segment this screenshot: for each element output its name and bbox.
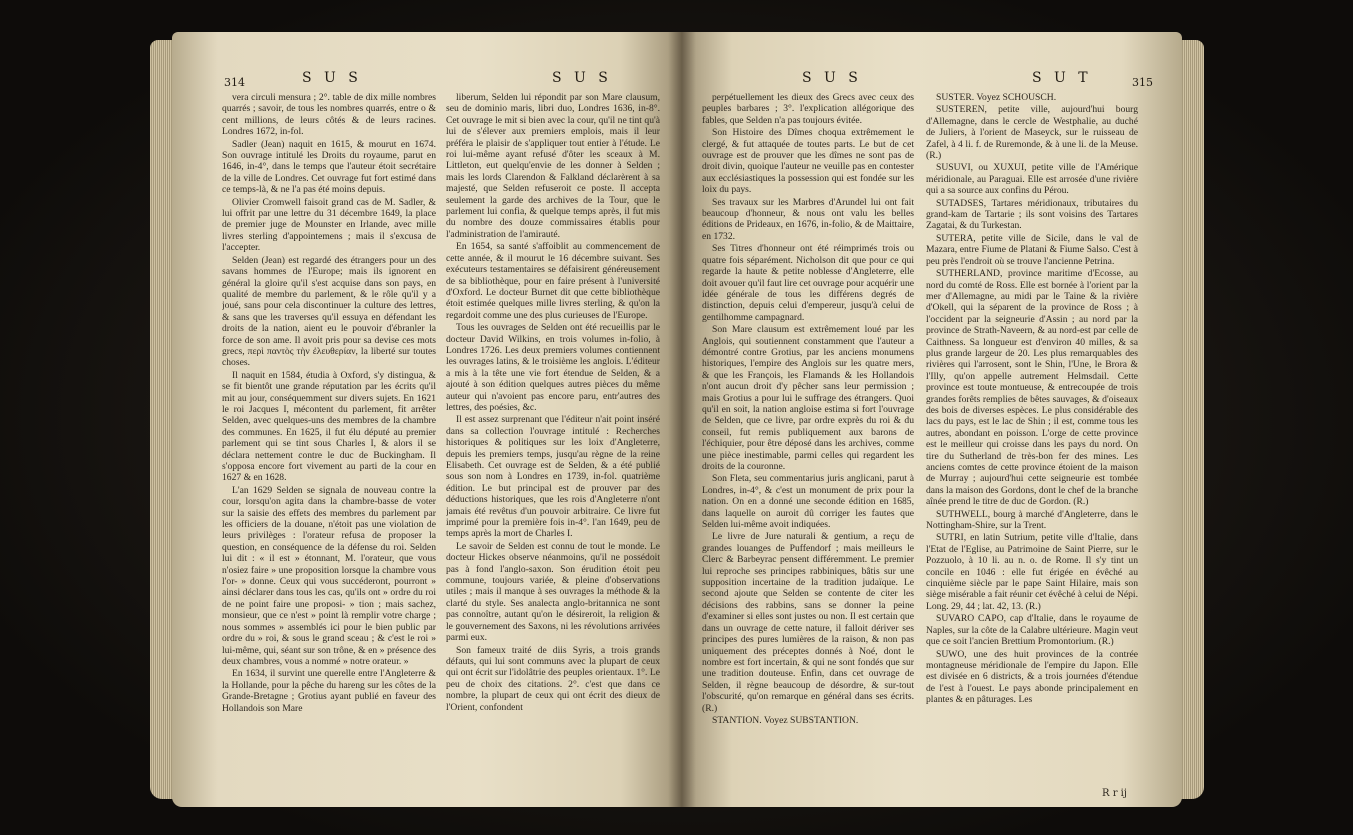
paragraph: Le savoir de Selden est connu de tout le monde. Le docteur Hickes observe néanmoins, qu'il ne possédoit pas à fond l'anglo-saxon. Son érudition étoit peu commune, toujours variée, & pleine d'observations utiles ; mais il manque à ses ouvrages la méthode & la clarté du style. Ses analecta anglo-britannica ne sont pas connoître, autant qu'on le désireroit, la religion & le gouvernement des Saxons, ni les révolutions arrivées parmi eux.: [446, 540, 660, 644]
paragraph: Son Histoire des Dîmes choqua extrêmement le clergé, & fut attaquée de toutes parts. Le but de cet ouvrage est de prouver que les dîmes ne sont pas de droit divin, quoique l'auteur ne veuille pas en contester aux ecclésiastiques la possession qui est fondée sur les loix du pays.: [702, 127, 914, 196]
left-page-edges: [150, 40, 174, 799]
paragraph: Il naquit en 1584, étudia à Oxford, s'y distingua, & se fit bientôt une grande réputation par les écrits qu'il mit au jour, conséquemment sur divers sujets. En 1621 le roi Jacques I, mécontent du parlement, fit arrêter Selden, avec quelques-uns des membres de la chambre des communes. En 1625, il fut élu député au premier parlement qui se tint sous Charles I, & alors il se déclara nettement contre le duc de Buckingham. Il s'opposa encore fort vivement au parti de la cour en 1627 & en 1628.: [222, 369, 436, 484]
running-head-right-1: S U S: [802, 70, 862, 86]
paragraph: SUSTEREN, petite ville, aujourd'hui bourg d'Allemagne, dans le cercle de Westphalie, au duché de Juliers, à l'orient de Maseyck, sur le ruisseau de Zafel, à 4 li. f. de Ruremonde, & à une li. de la Meuse. (R.): [926, 104, 1138, 162]
paragraph: En 1634, il survint une querelle entre l'Angleterre & la Hollande, pour la pêche du hareng sur les côtes de la Grande-Bretagne ; Grotius ayant publié en faveur des Hollandois son Mare: [222, 668, 436, 714]
paragraph: L'an 1629 Selden se signala de nouveau contre la cour, lorsqu'on agita dans la chambre-basse de voter sur la saisie des effets des membres du parlement par les officiers de la douane, n'étoit pas une violation de leurs privilèges : l'orateur refusa de proposer la question, en conséquence de la défense du roi. Selden lui dit : « il est » étonnant, M. l'orateur, que vous n'osiez faire » une proposition lorsque la chambre vous l'or- » donne. Ceux qui vous succéderont, pourront » ainsi déclarer dans tous les cas, qu'ils ont » ordre du roi de ne point faire une proposi- » tion ; mais sachez, monsieur, que ce n'est » point là remplir votre charge ; nous sommes » assemblés ici pour le bien public par ordre du » roi, & sous le grand sceau ; & c'est le roi » lui-même, qui, séant sur son trône, & en » présence des deux chambres, vous a nommé » notre orateur. »: [222, 484, 436, 667]
left-column-1: [222, 92, 436, 801]
paragraph: vera circuli mensura ; 2°. table de dix mille nombres quarrés ; savoir, de tous les nombres quarrés, entre o & cent millions, de leurs côtés & de leurs racines. Londres 1672, in-fol.: [222, 92, 436, 138]
right-column-1: [702, 92, 914, 801]
paragraph: Ses Titres d'honneur ont été réimprimés trois ou quatre fois séparément. Nicholson dit que pour ce qui regarde la haute & petite noblesse d'Angleterre, elle doit avouer qu'il faut lire cet ouvrage pour acquérir une idée générale de tous les différens degrés de distinction, depuis celui d'empereur, jusqu'à celui de gentilhomme campagnard.: [702, 243, 914, 323]
paragraph: SUWO, une des huit provinces de la contrée montagneuse méridionale de l'empire du Japon. Elle est divisée en 6 districts, & a trois journées d'étendue de l'est à l'ouest. Le pays abonde principalement en plantes & en pâturages. Les: [926, 648, 1138, 706]
paragraph: SUTRI, en latin Sutrium, petite ville d'Italie, dans l'Etat de l'Eglise, au Patrimoine de Saint Pierre, sur le Pozzuolo, à 10 li. au n. o. de Rome. Il s'y tint un concile en 1046 : elle fut érigée en évêché au cinquième siècle par le pape Saint Hilaire, mais son siège misérable a fait réunir cet évêché à celui de Népi. Long. 29, 44 ; lat. 42, 13. (R.): [926, 532, 1138, 612]
signature-mark: R r ij: [1102, 788, 1127, 799]
paragraph: Le livre de Jure naturali & gentium, a reçu de grandes louanges de Puffendorf ; mais meilleurs le Clerc & Barbeyrac pensent différemment. Le premier lui reproche ses principes rabbiniques, bâtis sur une supposition incertaine de la tradition judaïque. Le second ajoute que Selden se contente de citer les décisions des rabbins, sans se donner la peine d'examiner si elles sont justes ou non. Il est certain que dans un ouvrage de cette nature, il falloit dériver ses principes des pures lumières de la raison, & non pas uniquement des préceptes donnés à Noé, dont le nombre est fort incertain, & qui ne sont fondés que sur une tradition douteuse. Enfin, dans cet ouvrage de Selden, il règne beaucoup de désordre, & sur-tout l'obscurité, qu'on remarque en général dans ses écrits. (R.): [702, 531, 914, 714]
running-head-left-2: S U S: [552, 70, 612, 86]
paragraph: SUTHWELL, bourg à marché d'Angleterre, dans le Nottingham-Shire, sur la Trent.: [926, 508, 1138, 532]
paragraph: Son fameux traité de diis Syris, a trois grands défauts, qui lui sont communs avec la plupart de ceux qui ont écrit sur l'idolâtrie des peuples orientaux. 1°. Le peu de choix des citations. 2°. c'est que dans ce nombre, la plupart de ceux qui ont écrit des dieux de l'Orient, confondent: [446, 644, 660, 713]
paragraph: liberum, Selden lui répondit par son Mare clausum, seu de dominio maris, libri duo, Londres 1636, in-8°. Cet ouvrage le mit si bien avec la cour, qu'il ne tint qu'à lui de s'élever aux premiers emplois, mais il leur préféra le plaisir de s'appliquer tout entier à l'étude. Le roi lui-même ayant refusé d'ôter les sceaux à M. Littleton, eut quelqu'envie de les donner à Selden ; mais les lords Clarendon & Falkland déclarèrent à sa majesté, que Selden refuseroit ce poste. Il accepta seulement la garde des archives de la Tour, que le parlement lui confia, & quelque temps après, il fut mis du nombre des douze commissaires établis pour l'administration de l'amirauté.: [446, 92, 660, 240]
right-page: [682, 32, 1182, 807]
running-head-left-1: S U S: [302, 70, 362, 86]
right-page-edges: [1180, 40, 1204, 799]
book-gutter: [668, 32, 696, 807]
paragraph: Selden (Jean) est regardé des étrangers pour un des savans hommes de l'Europe; mais ils ignorent en général la gloire qu'il s'est acquise dans son pays, en qualité de membre du parlement, & le rôle qu'il y a joué, sans pour cela discontinuer la culture des lettres, & sans que les traverses qu'il essuya en défendant les droits de la nation, aient eu le pouvoir d'ébranler la force de son ame. Il avoit pris pour sa devise ces mots grecs, περὶ παντὸς τὴν ἐλευθερίαν, la liberté sur toutes choses.: [222, 254, 436, 369]
paragraph: SUVARO CAPO, cap d'Italie, dans le royaume de Naples, sur la côte de la Calabre ultérieure. Magin veut que ce soit l'ancien Brettium Promontorium. (R.): [926, 613, 1138, 648]
paragraph: Olivier Cromwell faisoit grand cas de M. Sadler, & lui offrit par une lettre du 31 décembre 1649, la place de premier juge de Mounster en Irlande, avec mille livres sterling d'appointemens ; mais il s'excusa de l'accepter.: [222, 196, 436, 254]
paragraph: En 1654, sa santé s'affoiblit au commencement de cette année, & il mourut le 16 décembre suivant. Ses exécuteurs testamentaires se défaisirent généreusement de sa bibliothèque, pour en faire présent à l'université d'Oxford. Le docteur Burnet dit que cette bibliothèque étoit estimée quelques mille livres sterling, & qu'on la regardoit comme une des plus curieuses de l'Europe.: [446, 241, 660, 321]
paragraph: Il est assez surprenant que l'éditeur n'ait point inséré dans sa collection l'ouvrage intitulé : Recherches historiques & politiques sur les loix d'Angleterre, depuis les premiers temps, jusqu'au règne de la reine Elisabeth. Cet ouvrage est de Selden, & a été publié sous son nom à Londres en 1739, in-fol. quatrième édition. Le but principal est de prouver par des déductions historiques, que les rois d'Angleterre n'ont jamais été revêtus d'un pouvoir arbitraire. Ce livre fut imprimé pour la première fois in-4°. l'an 1649, peu de temps après la mort de Charles I.: [446, 414, 660, 540]
paragraph: Son Fleta, seu commentarius juris anglicani, parut à Londres, in-4°, & c'est un monument de prix pour la nation. On en a donné une seconde édition en 1685, dans laquelle on auroit dû corriger les fautes que Selden lui-même avoit indiquées.: [702, 473, 914, 531]
paragraph: SUTERA, petite ville de Sicile, dans le val de Mazara, entre Fiume de Platani & Fiume Salso. C'est à peu près l'endroit où se trouve l'ancienne Petrina.: [926, 232, 1138, 267]
left-page: [172, 32, 682, 807]
paragraph: Ses travaux sur les Marbres d'Arundel lui ont fait beaucoup d'honneur, & nous ont valu les belles éditions de Prideaux, en 1676, in-folio, & de Maittaire, en 1732.: [702, 196, 914, 242]
left-column-2: [446, 92, 660, 801]
paragraph: Tous les ouvrages de Selden ont été recueillis par le docteur David Wilkins, en trois volumes in-folio, à Londres 1726. Les deux premiers volumes contiennent les ouvrages latins, & le troisième les anglois. L'éditeur a mis à la tête une vie fort étendue de Selden, & a ajouté à son édition quelques autres pièces du même auteur qui n'avoient pas encore paru, entr'autres des lettres, des poésies, &c.: [446, 322, 660, 413]
paragraph: Sadler (Jean) naquit en 1615, & mourut en 1674. Son ouvrage intitulé les Droits du royaume, parut en 1646, in-4°, dans le temps que l'auteur étoit secrétaire de la ville de Londres. Cet ouvrage fut fort estimé dans ce temps-là, & ne l'a pas été moins depuis.: [222, 138, 436, 196]
page-number-right: 315: [1132, 76, 1153, 89]
running-head-right-2: S U T: [1032, 70, 1092, 86]
paragraph: SUSTER. Voyez SCHOUSCH.: [936, 92, 1057, 103]
paragraph: SUTADSES, Tartares méridionaux, tributaires du grand-kam de Tartarie ; ils sont voisins des Tartares Zagatai, & du Turkestan.: [926, 197, 1138, 232]
paragraph: SUSUVI, ou XUXUI, petite ville de l'Amérique méridionale, au Paraguai. Elle est arrosée d'une rivière qui a sa source aux confins du Pérou.: [926, 162, 1138, 197]
page-number-left: 314: [224, 76, 245, 89]
paragraph: SUTHERLAND, province maritime d'Ecosse, au nord du comté de Ross. Elle est bornée à l'orient par la mer d'Allemagne, au midi par le Taine & la rivière d'Okell, qui la séparent de la province de Ross ; à l'occident par la seigneurie d'Assin ; au nord par la province de Strath-Naveern, & au nord-est par celle de Caithness. Sa longueur est d'environ 40 milles, & sa plus grande largeur de 20. Les plus remarquables des rivières qui l'arrosent, sont le Shin, l'Une, le Brora & l'Illy, qu'on appelle autrement Helmsdail. Cette province est toute montueuse, & entrecoupée de trois grandes forêts remplies de bêtes sauvages, & d'oiseaux des bois de diverses espèces. Le plus considérable des lacs du pays, est le lac de Shin ; il est, comme tous les autres, abondant en poisson. L'orge de cette province est le meilleur qui croisse dans les pays du nord. On tire du Sutherland de très-bon fer des mines. Les anciens comtes de cette province étoient de la maison de Murray ; aujourd'hui cette seigneurie est tombée dans la maison des Gordons, dont le chef de la branche aînée prend le titre de duc de Gordon. (R.): [926, 268, 1138, 508]
right-column-2: [926, 92, 1138, 801]
paragraph: STANTION. Voyez SUBSTANTION.: [712, 714, 859, 726]
paragraph: Son Mare clausum est extrêmement loué par les Anglois, qui soutiennent constamment que l'auteur a démontré contre Grotius, par les anciens monumens historiques, l'empire des Anglois sur les quatre mers, & que les François, les Flamands & les Hollandois n'ont aucun droit d'y pêcher sans leur permission ; mais Grotius a pour lui le suffrage des étrangers. Quoi qu'il en soit, la nation angloise estima si fort l'ouvrage de Selden, que ce livre, par ordre exprès du roi & du conseil, fut remis publiquement aux barons de l'échiquier, pour être déposé dans les archives, comme une pièce inestimable, parmi celles qui regardent les droits de la couronne.: [702, 324, 914, 472]
paragraph: perpétuellement les dieux des Grecs avec ceux des peuples barbares ; 3°. l'explication allégorique des fables, que Selden n'a pas toujours évitée.: [702, 92, 914, 126]
